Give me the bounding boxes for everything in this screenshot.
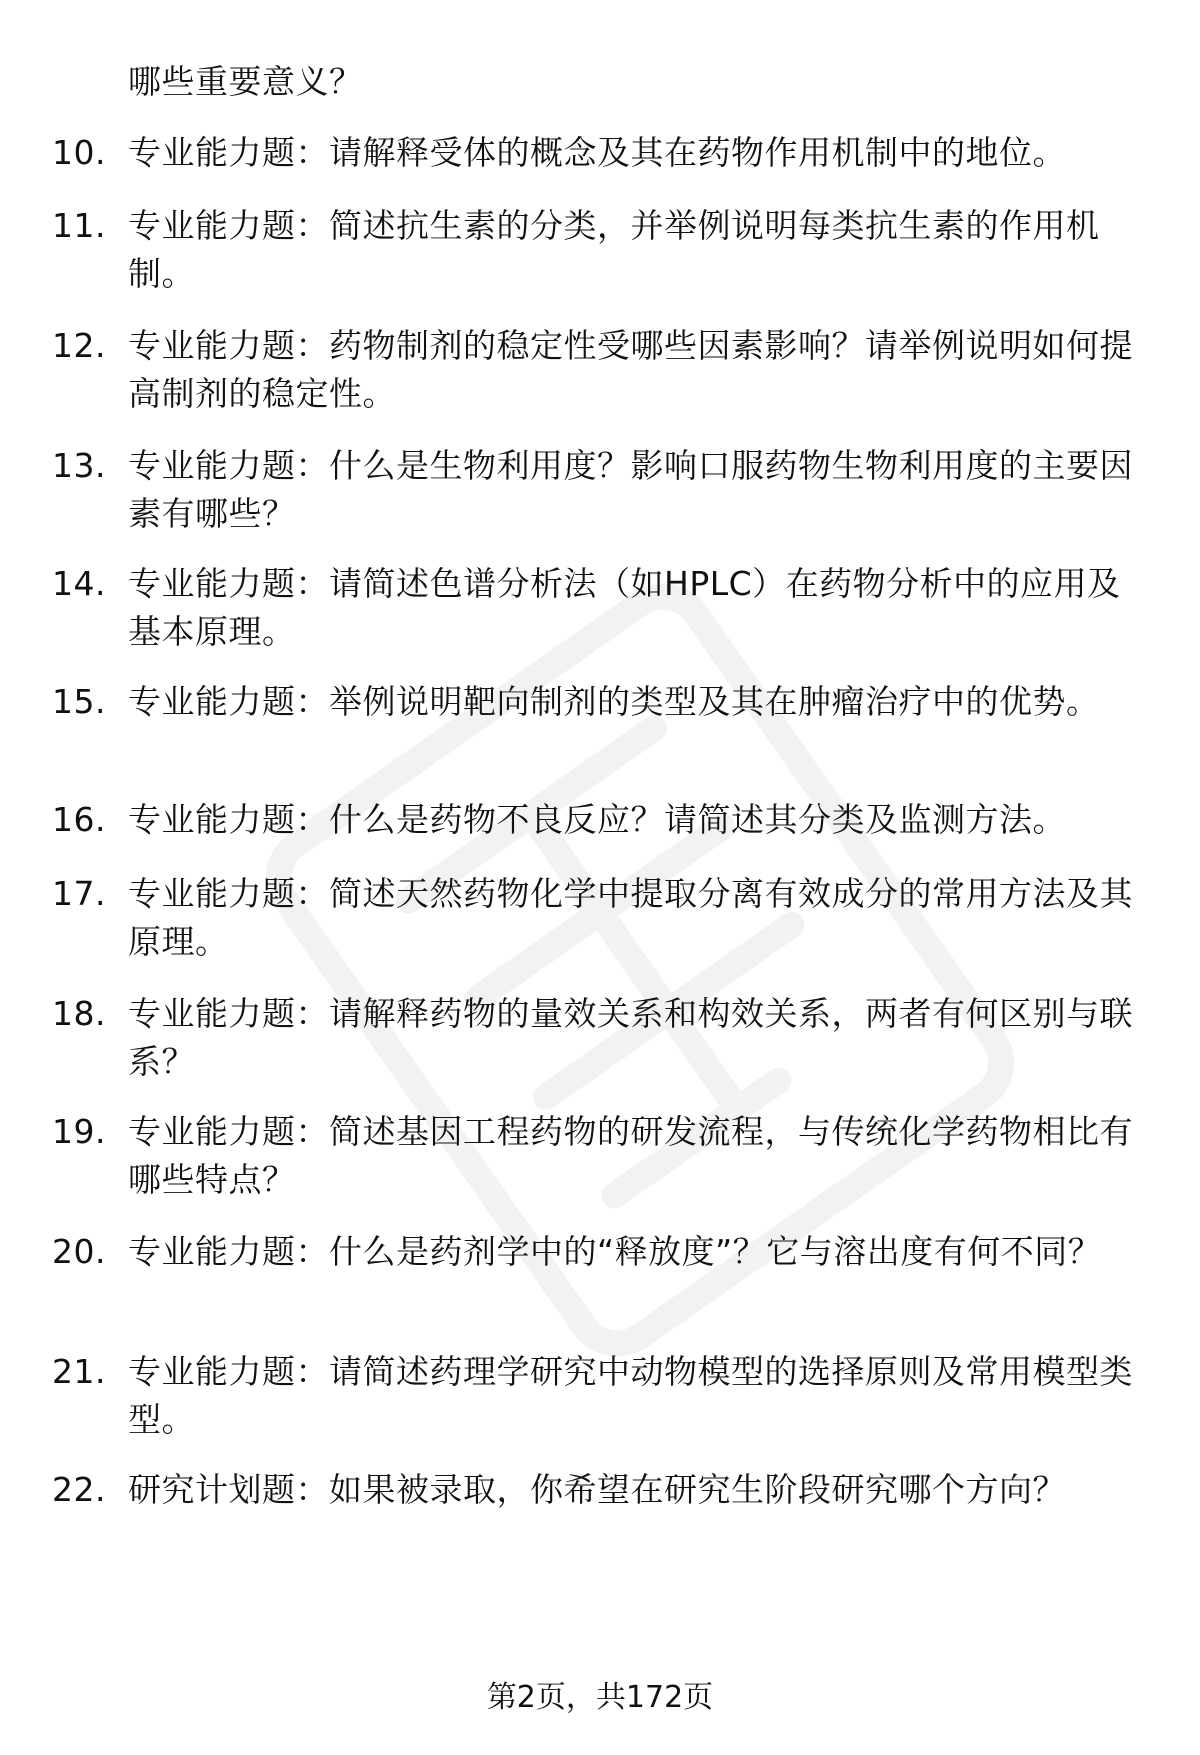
question-text: 专业能力题：简述天然药物化学中提取分离有效成分的常用方法及其原理。: [128, 874, 1133, 961]
question-number: 10.: [52, 133, 106, 172]
question-text: 专业能力题：什么是生物利用度？影响口服药物生物利用度的主要因素有哪些？: [128, 446, 1133, 533]
question-number: 14.: [52, 564, 106, 603]
continuation-text: 哪些重要意义？: [128, 62, 363, 101]
question-number: 16.: [52, 800, 106, 839]
question-text: 专业能力题：请简述药理学研究中动物模型的选择原则及常用模型类型。: [128, 1352, 1133, 1439]
question-text: 专业能力题：请解释药物的量效关系和构效关系，两者有何区别与联系？: [128, 994, 1133, 1081]
question-number: 20.: [52, 1232, 106, 1271]
question-number: 11.: [52, 206, 106, 245]
question-text: 专业能力题：举例说明靶向制剂的类型及其在肿瘤治疗中的优势。: [128, 682, 1100, 721]
question-text: 研究计划题：如果被录取，你希望在研究生阶段研究哪个方向？: [128, 1470, 1066, 1509]
question-number: 15.: [52, 682, 106, 721]
question-text: 专业能力题：什么是药物不良反应？请简述其分类及监测方法。: [128, 800, 1066, 839]
question-text: 专业能力题：简述抗生素的分类，并举例说明每类抗生素的作用机制。: [128, 206, 1100, 293]
question-text: 专业能力题：请解释受体的概念及其在药物作用机制中的地位。: [128, 133, 1066, 172]
question-number: 22.: [52, 1470, 106, 1509]
question-text: 专业能力题：什么是药剂学中的“释放度”？它与溶出度有何不同？: [128, 1232, 1102, 1271]
question-number: 21.: [52, 1352, 106, 1391]
question-number: 13.: [52, 446, 106, 485]
question-text: 专业能力题：药物制剂的稳定性受哪些因素影响？请举例说明如何提高制剂的稳定性。: [128, 326, 1133, 413]
question-number: 17.: [52, 874, 106, 913]
question-number: 19.: [52, 1112, 106, 1151]
page-footer: 第2页，共172页: [486, 1680, 714, 1715]
question-text: 专业能力题：请简述色谱分析法（如HPLC）在药物分析中的应用及基本原理。: [128, 564, 1121, 651]
question-number: 12.: [52, 326, 106, 365]
question-number: 18.: [52, 994, 106, 1033]
question-text: 专业能力题：简述基因工程药物的研发流程，与传统化学药物相比有哪些特点？: [128, 1112, 1133, 1199]
